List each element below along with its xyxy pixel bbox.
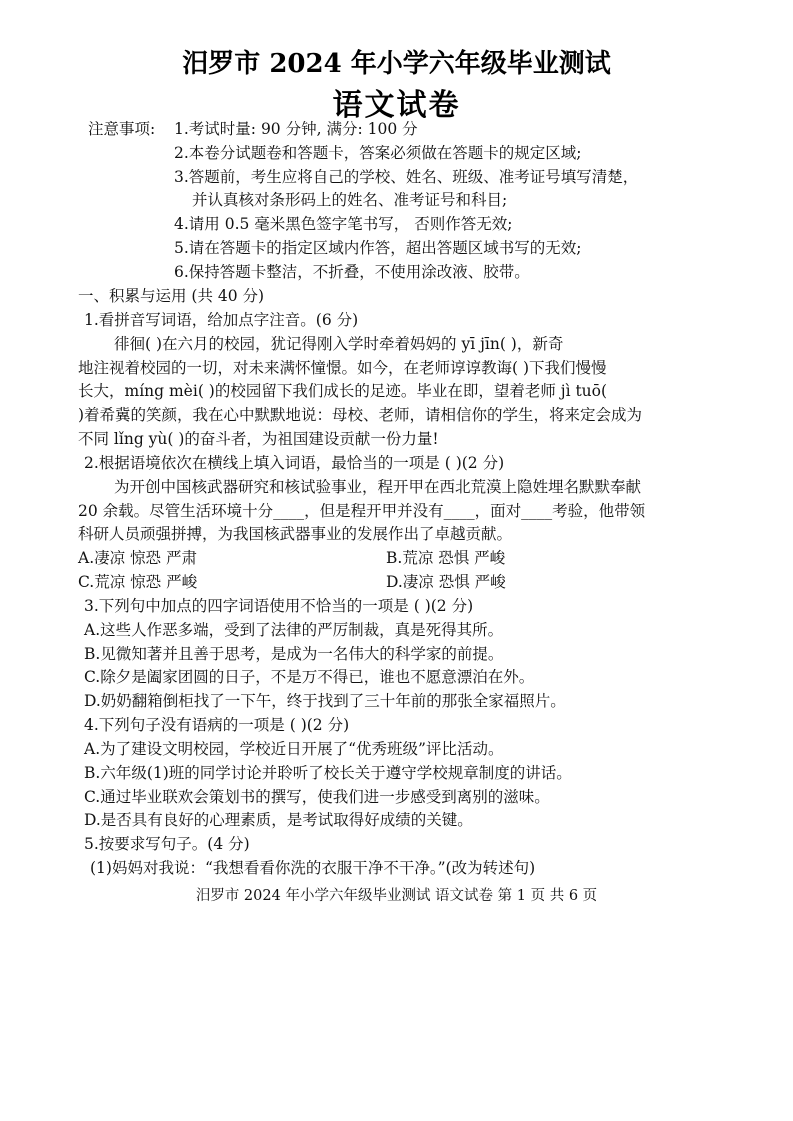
section-heading: 一、积累与运用 (共 40 分)	[78, 287, 265, 305]
question-2-stem: 2.根据语境依次在横线上填入词语，最恰当的一项是 ( )(2 分)	[84, 454, 505, 472]
notice-item-1: 1.考试时量: 90 分钟, 满分: 100 分	[174, 120, 418, 138]
question-3-option-c: C.除夕是阖家团圆的日子，不是万不得已，谁也不愿意漂泊在外。	[84, 668, 535, 686]
question-3-stem: 3.下列句中加点的四字词语使用不恰当的一项是 ( )(2 分)	[84, 597, 474, 615]
question-4-stem: 4.下列句子没有语病的一项是 ( )(2 分)	[84, 716, 350, 734]
notice-item-4: 4.请用 0.5 毫米黑色签字笔书写， 否则作答无效;	[174, 215, 513, 233]
question-2-line-3: 科研人员顽强拼搏，为我国核武器事业的发展作出了卓越贡献。	[78, 525, 513, 543]
notice-item-3: 3.答题前，考生应将自己的学校、姓名、班级、准考证号填写清楚，	[174, 168, 639, 186]
question-1-line-3: 长大，míng mèi( )的校园留下我们成长的足迹。毕业在即，望着老师 jì tuō(	[78, 382, 608, 400]
question-2-option-d: D.凄凉 恐惧 严峻	[386, 573, 506, 591]
question-4-option-b: B.六年级(1)班的同学讨论并聆听了校长关于遵守学校规章制度的讲话。	[84, 764, 572, 782]
page-footer: 汨罗市 2024 年小学六年级毕业测试 语文试卷 第 1 页 共 6 页	[195, 888, 598, 904]
question-4-option-d: D.是否具有良好的心理素质，是考试取得好成绩的关键。	[84, 811, 473, 829]
question-3-option-a: A.这些人作恶多端，受到了法律的严厉制裁，真是死得其所。	[84, 621, 504, 639]
question-1-line-1: 徘徊( )在六月的校园，犹记得刚入学时牵着妈妈的 yī jīn( )，新奇	[114, 335, 564, 353]
notice-item-5: 5.请在答题卡的指定区域内作答，超出答题区域书写的无效;	[174, 239, 582, 257]
question-1-line-4: )着希冀的笑颜，我在心中默默地说：母校、老师，请相信你的学生，将来定会成为	[78, 406, 643, 424]
question-2-line-1: 为开创中国核武器研究和核试验事业，程开甲在西北荒漠上隐姓埋名默默奉献	[114, 478, 642, 496]
exam-subject-title: 语文试卷	[332, 88, 461, 123]
question-1-stem: 1.看拼音写词语，给加点字注音。(6 分)	[84, 311, 359, 329]
notice-item-3-continued: 并认真核对条形码上的姓名、准考证号和科目;	[192, 191, 508, 209]
question-1-line-2: 地注视着校园的一切，对未来满怀憧憬。如今，在老师谆谆教诲( )下我们慢慢	[78, 359, 607, 377]
notice-label: 注意事项:	[88, 120, 156, 138]
question-3-option-d: D.奶奶翻箱倒柜找了一下午，终于找到了三十年前的那张全家福照片。	[84, 692, 566, 710]
question-2-line-2: 20 余载。尽管生活环境十分____，但是程开甲并没有____，面对____考验，他带领	[78, 502, 646, 520]
notice-item-2: 2.本卷分试题卷和答题卡，答案必须做在答题卡的规定区域;	[174, 144, 582, 162]
question-5-stem: 5.按要求写句子。(4 分)	[84, 835, 250, 853]
question-3-option-b: B.见微知著并且善于思考，是成为一名伟大的科学家的前提。	[84, 645, 504, 663]
question-4-option-a: A.为了建设文明校园，学校近日开展了“优秀班级”评比活动。	[84, 740, 504, 758]
question-1-line-5: 不同 lǐng yù( )的奋斗者，为祖国建设贡献一份力量!	[78, 430, 439, 448]
question-4-option-c: C.通过毕业联欢会策划书的撰写，使我们进一步感受到离别的滋味。	[84, 788, 550, 806]
question-2-option-a: A.凄凉 惊恐 严肃	[78, 549, 197, 567]
exam-title: 汨罗市 2024 年小学六年级毕业测试	[182, 49, 611, 79]
question-2-option-c: C.荒凉 惊恐 严峻	[78, 573, 198, 591]
question-2-option-b: B.荒凉 恐惧 严峻	[386, 549, 506, 567]
question-5-sub-1: (1)妈妈对我说：“我想看看你洗的衣服干净不干净。”(改为转述句)	[90, 859, 536, 877]
notice-item-6: 6.保持答题卡整洁，不折叠，不使用涂改液、胶带。	[174, 263, 530, 281]
